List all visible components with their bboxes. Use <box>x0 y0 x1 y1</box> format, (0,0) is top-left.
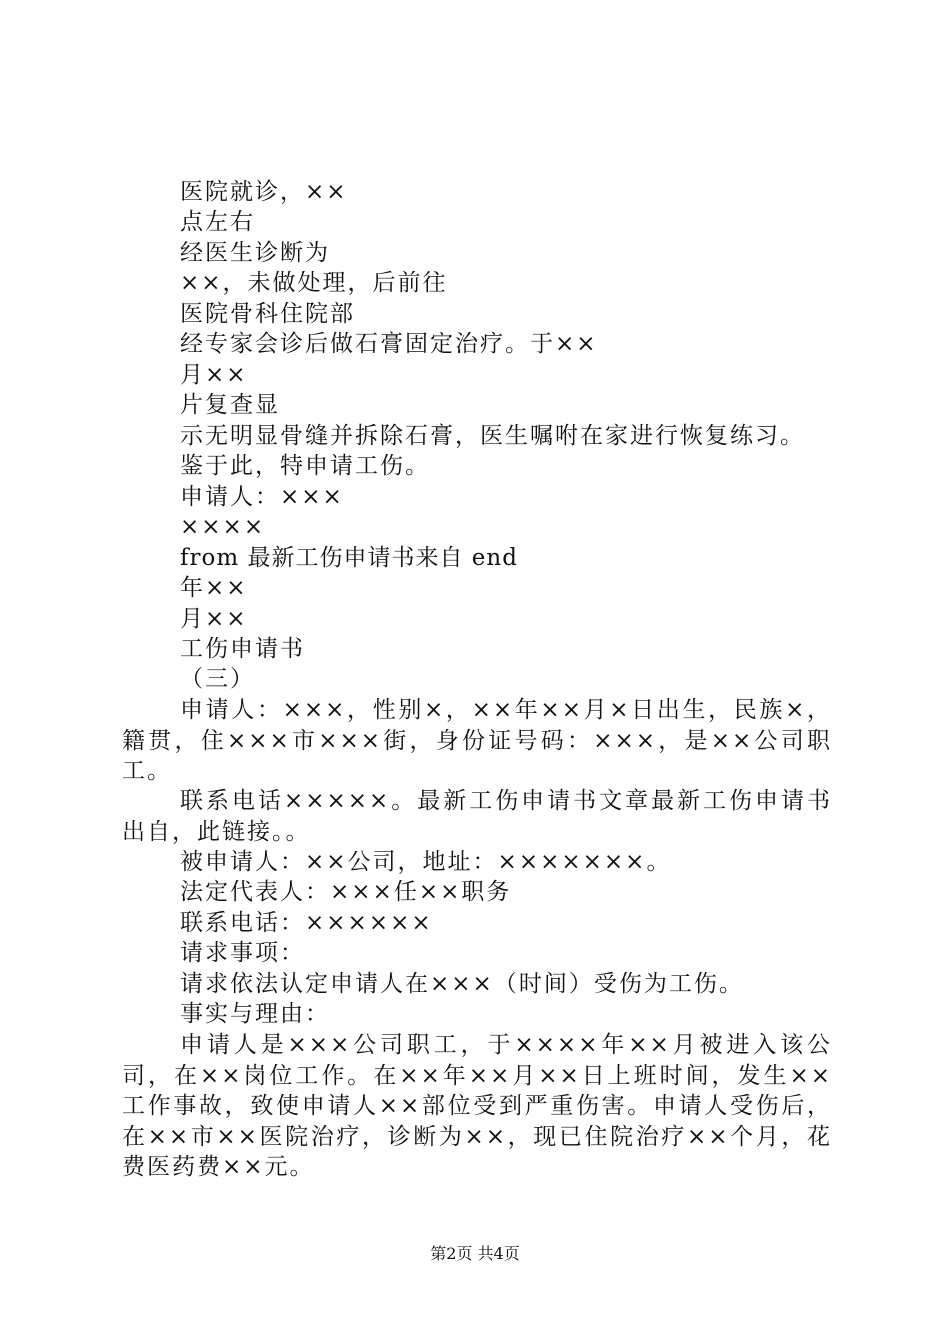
applicant-paragraph: 申请人：×××，性别×，××年××月×日出生，民族×，籍贯，住×××市×××街，身份证号码：×××，是××公司职工。 <box>122 697 832 784</box>
facts-heading: 事实与理由： <box>180 1001 330 1027</box>
legal-representative-paragraph: 法定代表人：×××任××职务 <box>180 879 512 905</box>
facts-body: 申请人是×××公司职工，于××××年××月被进入该公司，在××岗位工作。在××年××月××日上班时间，发生××工作事故，致使申请人××部位受到严重伤害。申请人受伤后，在××市××医院治疗，诊断为××，现已住院治疗××个月，花费医药费××元。 <box>122 1032 832 1180</box>
text-line: ×××× <box>180 514 266 540</box>
respondent-paragraph: 被申请人：××公司，地址：×××××××。 <box>180 849 672 875</box>
text-line: 经医生诊断为 <box>180 240 330 266</box>
text-line: 片复查显 <box>180 392 280 418</box>
request-body: 请求依法认定申请人在×××（时间）受伤为工伤。 <box>180 971 744 997</box>
request-heading: 请求事项： <box>180 940 305 966</box>
respondent-phone-paragraph: 联系电话：×××××× <box>180 910 433 936</box>
text-line: 医院骨科住院部 <box>180 301 355 327</box>
text-line: 点左右 <box>180 209 255 235</box>
text-line: 示无明显骨缝并拆除石膏，医生嘱咐在家进行恢复练习。 <box>180 423 805 449</box>
text-line: ××，未做处理，后前往 <box>180 270 448 296</box>
text-line: 申请人：××× <box>180 484 344 510</box>
text-line: 年×× <box>180 575 248 601</box>
text-line: 医院就诊，×× <box>180 179 348 205</box>
text-line: 鉴于此，特申请工伤。 <box>180 453 430 479</box>
text-line: 月×× <box>180 362 248 388</box>
contact-paragraph: 联系电话×××××。最新工伤申请书文章最新工伤申请书出自，此链接。。 <box>122 788 832 845</box>
document-title: 工伤申请书 <box>180 636 305 662</box>
text-line: from 最新工伤申请书来自 end <box>180 545 518 571</box>
document-subtitle: （三） <box>180 666 255 692</box>
text-line: 月×× <box>180 606 248 632</box>
page-footer: 第2页 共4页 <box>430 1244 520 1263</box>
text-line: 经专家会诊后做石膏固定治疗。于×× <box>180 331 598 357</box>
